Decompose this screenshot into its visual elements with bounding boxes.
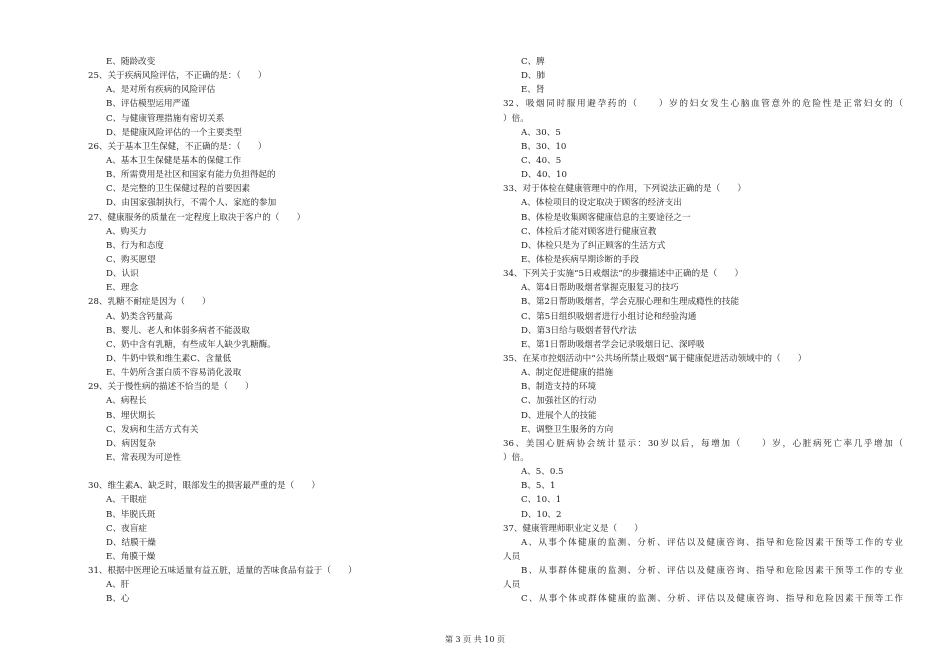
answer-option: B、从事群体健康的监测、分析、评估以及健康咨询、指导和危险因素干预等工作的专业 bbox=[521, 566, 903, 577]
question-stem: 29、关于慢性病的描述不恰当的是（ ） bbox=[88, 382, 254, 393]
answer-option: A、奶类含钙量高 bbox=[106, 311, 173, 322]
answer-option: D、牛奶中铁和维生素C、含量低 bbox=[106, 353, 232, 364]
answer-option: D、病因复杂 bbox=[106, 438, 156, 449]
answer-option: D、由国家强制执行，不需个人、家庭的参加 bbox=[106, 198, 277, 209]
answer-option: A、第4日帮助吸烟者掌握克服复习的技巧 bbox=[521, 283, 679, 294]
answer-option: B、体检是收集顾客健康信息的主要途径之一 bbox=[521, 212, 691, 223]
answer-option: A、是对所有疾病的风险评估 bbox=[106, 85, 216, 96]
continuation-line: 人员 bbox=[503, 551, 521, 562]
answer-option: C、夜盲症 bbox=[106, 523, 147, 534]
page-footer: 第 3 页 共 10 页 bbox=[445, 635, 505, 644]
answer-option: C、加强社区的行动 bbox=[521, 396, 597, 407]
question-stem: 35、在某市控烟活动中“公共场所禁止吸烟”属于健康促进活动领域中的（ ） bbox=[503, 353, 807, 364]
answer-option: E、牛奶所含蛋白质不容易消化汲取 bbox=[106, 368, 242, 379]
answer-option: C、与健康管理措施有密切关系 bbox=[106, 113, 225, 124]
answer-option: C、奶中含有乳糖，有些成年人缺少乳糖酶。 bbox=[106, 339, 276, 350]
answer-option: A、肝 bbox=[106, 580, 130, 591]
question-stem: 36、美国心脏病协会统计显示：30岁以后，每增加（ ）岁，心脏病死亡率几乎增加（ bbox=[503, 438, 903, 449]
answer-option: C、从事个体或群体健康的监测、分析、评估以及健康咨询、指导和危险因素干预等工作 bbox=[521, 594, 903, 605]
continuation-line: ）倍。 bbox=[503, 452, 529, 463]
question-stem: 26、关于基本卫生保健，不正确的是：（ ） bbox=[88, 141, 267, 152]
answer-option: E、肾 bbox=[521, 85, 545, 96]
continuation-line: 人员 bbox=[503, 580, 521, 591]
question-stem: 30、维生素A、缺乏时，眼部发生的损害最严重的是（ ） bbox=[88, 481, 320, 492]
answer-option: D、10、2 bbox=[521, 509, 562, 520]
answer-option: B、制造支持的环境 bbox=[521, 382, 597, 393]
answer-option: B、30、10 bbox=[521, 141, 567, 152]
answer-option: A、5、0.5 bbox=[521, 467, 564, 478]
answer-option: D、是健康风险评估的一个主要类型 bbox=[106, 127, 242, 138]
answer-option: B、婴儿、老人和体弱多病者不能汲取 bbox=[106, 325, 250, 336]
answer-option: A、干眼症 bbox=[106, 495, 147, 506]
question-stem: 33、对于体检在健康管理中的作用，下列说法正确的是（ ） bbox=[503, 184, 746, 195]
answer-option: C、体检后才能对顾客进行健康宣教 bbox=[521, 226, 657, 237]
question-stem: 37、健康管理师职业定义是（ ） bbox=[503, 523, 643, 534]
answer-option: D、肺 bbox=[521, 71, 546, 82]
answer-option: A、30、5 bbox=[521, 127, 561, 138]
question-stem: 34、下列关于实施“5日戒烟法”的步骤描述中正确的是（ ） bbox=[503, 269, 744, 280]
blank-line bbox=[88, 465, 473, 479]
answer-option: A、购买力 bbox=[106, 226, 147, 237]
answer-option: D、进展个人的技能 bbox=[521, 410, 597, 421]
answer-option: B、5、1 bbox=[521, 481, 556, 492]
answer-option: E、常表现为可逆性 bbox=[106, 452, 182, 463]
answer-option: E、第1日帮助吸烟者学会记录吸烟日记、深呼吸 bbox=[521, 339, 705, 350]
answer-option: D、结膜干燥 bbox=[106, 537, 156, 548]
answer-option: B、评估模型运用严谨 bbox=[106, 99, 190, 110]
answer-option: B、行为和态度 bbox=[106, 240, 164, 251]
answer-option: C、10、1 bbox=[521, 495, 562, 506]
answer-option: A、从事个体健康的监测、分析、评估以及健康咨询、指导和危险因素干预等工作的专业 bbox=[521, 537, 903, 548]
question-stem: 32、吸烟同时服用避孕药的（ ）岁的妇女发生心脑血管意外的危险性是正常妇女的（ bbox=[503, 99, 903, 110]
answer-option: A、病程长 bbox=[106, 396, 147, 407]
answer-option: D、认识 bbox=[106, 269, 139, 280]
question-stem: 31、根据中医理论五味适量有益五脏，适量的苦味食品有益于（ ） bbox=[88, 566, 357, 577]
answer-option: A、制定促进健康的措施 bbox=[521, 368, 614, 379]
answer-option: C、脾 bbox=[521, 57, 545, 67]
answer-option: D、体检只是为了纠正顾客的生活方式 bbox=[521, 240, 666, 251]
answer-option: B、第2日帮助吸烟者，学会克服心理和生理成瘾性的技能 bbox=[521, 297, 740, 308]
left-column bbox=[88, 55, 473, 606]
answer-option: E、角膜干燥 bbox=[106, 551, 156, 562]
question-stem: 28、乳糖不耐症是因为（ ） bbox=[88, 297, 211, 308]
right-column bbox=[503, 55, 903, 606]
answer-option: E、体检是疾病早期诊断的手段 bbox=[521, 254, 639, 265]
answer-option: C、发病和生活方式有关 bbox=[106, 424, 199, 435]
answer-option: B、毕脱氏斑 bbox=[106, 509, 156, 520]
answer-option: C、是完整的卫生保健过程的首要因素 bbox=[106, 184, 251, 195]
answer-option: A、基本卫生保健是基本的保健工作 bbox=[106, 155, 242, 166]
answer-option: C、40、5 bbox=[521, 155, 562, 166]
answer-option: B、埋伏期长 bbox=[106, 410, 156, 421]
continuation-line: ）倍。 bbox=[503, 113, 529, 124]
answer-option: D、40、10 bbox=[521, 170, 567, 181]
question-stem: 25、关于疾病风险评估，不正确的是：（ ） bbox=[88, 71, 267, 82]
question-stem: 27、健康服务的质量在一定程度上取决于客户的（ ） bbox=[88, 212, 306, 223]
answer-option: E、随龄改变 bbox=[106, 57, 156, 67]
answer-option: C、第5日组织吸烟者进行小组讨论和经验沟通 bbox=[521, 311, 697, 322]
answer-option: B、心 bbox=[106, 594, 130, 605]
answer-option: B、所需费用是社区和国家有能力负担得起的 bbox=[106, 170, 276, 181]
answer-option: E、理念 bbox=[106, 283, 139, 294]
answer-option: D、第3日给与吸烟者替代疗法 bbox=[521, 325, 637, 336]
answer-option: C、购买愿望 bbox=[106, 254, 156, 265]
answer-option: E、调整卫生服务的方向 bbox=[521, 424, 614, 435]
answer-option: A、体检项目的设定取决于顾客的经济支出 bbox=[521, 198, 682, 209]
